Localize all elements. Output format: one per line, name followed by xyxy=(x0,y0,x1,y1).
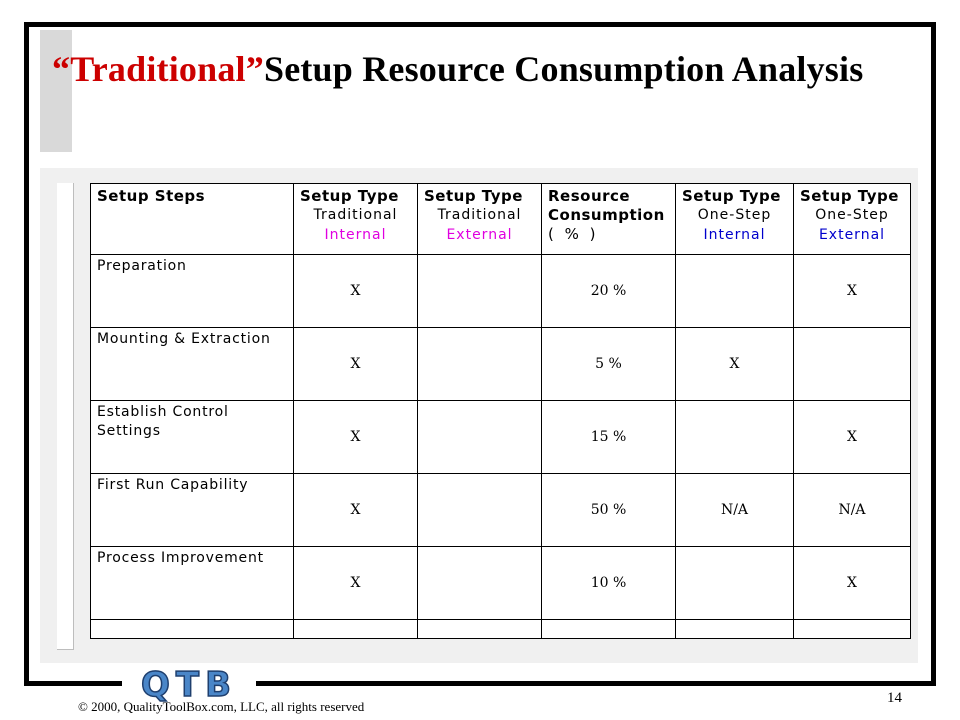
trad-external-cell xyxy=(418,474,542,547)
qtb-logo-text: QTB xyxy=(140,665,238,704)
step-cell: Establish Control Settings xyxy=(91,401,294,474)
trad-internal-cell: X xyxy=(294,255,418,328)
resource-cell: 20 % xyxy=(542,255,676,328)
title-rest: Setup Resource Consumption Analysis xyxy=(263,49,864,89)
table-side-bar xyxy=(57,183,74,650)
onestep-internal-cell xyxy=(676,401,794,474)
step-cell: Mounting & Extraction xyxy=(91,328,294,401)
onestep-external-cell: X xyxy=(794,401,911,474)
setup-analysis-table xyxy=(90,183,911,639)
qtb-logo xyxy=(118,662,260,704)
table-row xyxy=(91,328,911,401)
onestep-external-cell: X xyxy=(794,255,911,328)
trad-external-cell xyxy=(418,547,542,620)
trad-external-cell xyxy=(418,328,542,401)
header-onestep-external: Setup Type One-Step External xyxy=(794,184,911,255)
onestep-external-cell: N/A xyxy=(794,474,911,547)
table-row-empty xyxy=(91,620,911,639)
resource-cell: 50 % xyxy=(542,474,676,547)
table-row xyxy=(91,547,911,620)
header-resource-consumption: Resource Consumption ( % ) xyxy=(542,184,676,255)
slide-title xyxy=(52,48,863,90)
header-setup-steps: Setup Steps xyxy=(91,184,294,255)
header-traditional-external: Setup Type Traditional External xyxy=(418,184,542,255)
trad-external-cell xyxy=(418,255,542,328)
trad-internal-cell: X xyxy=(294,474,418,547)
title-highlight: “Traditional” xyxy=(52,49,264,89)
trad-internal-cell: X xyxy=(294,547,418,620)
table-row xyxy=(91,401,911,474)
step-cell: Process Improvement xyxy=(91,547,294,620)
table-row xyxy=(91,474,911,547)
table-header-row xyxy=(91,184,911,255)
onestep-internal-cell: X xyxy=(676,328,794,401)
step-cell: First Run Capability xyxy=(91,474,294,547)
onestep-external-cell xyxy=(794,328,911,401)
onestep-internal-cell xyxy=(676,255,794,328)
resource-cell: 10 % xyxy=(542,547,676,620)
trad-internal-cell: X xyxy=(294,401,418,474)
trad-external-cell xyxy=(418,401,542,474)
resource-cell: 15 % xyxy=(542,401,676,474)
onestep-internal-cell xyxy=(676,547,794,620)
table-row xyxy=(91,255,911,328)
step-cell: Preparation xyxy=(91,255,294,328)
copyright-notice: © 2000, QualityToolBox.com, LLC, all rights reserved xyxy=(78,699,365,714)
onestep-external-cell: X xyxy=(794,547,911,620)
onestep-internal-cell: N/A xyxy=(676,474,794,547)
header-traditional-internal: Setup Type Traditional Internal xyxy=(294,184,418,255)
header-onestep-internal: Setup Type One-Step Internal xyxy=(676,184,794,255)
trad-internal-cell: X xyxy=(294,328,418,401)
page-number: 14 xyxy=(887,690,902,706)
resource-cell: 5 % xyxy=(542,328,676,401)
